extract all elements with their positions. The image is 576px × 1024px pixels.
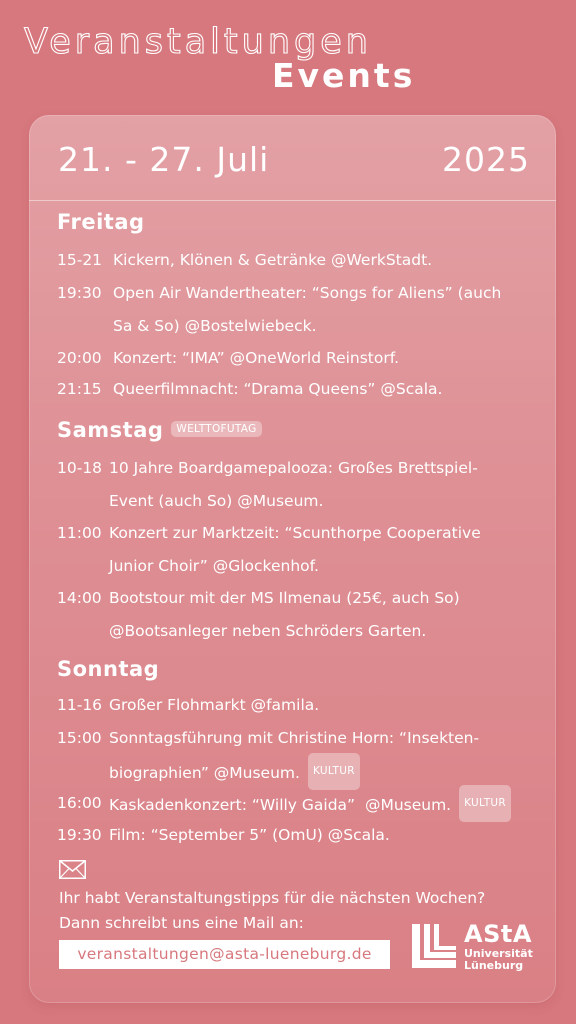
logo-lueneburg: Lüneburg [464,959,524,972]
tips-line-2: Dann schreibt uns eine Mail an: [59,914,304,932]
event-time: 14:00 [57,589,102,607]
title-events: Events [272,56,416,95]
event-text: Film: “September 5” (OmU) @Scala. [109,826,390,844]
logo-asta-text: AStA [464,920,532,948]
event-time: 16:00 [57,794,102,812]
event-text: Großer Flohmarkt @famila. [109,696,320,714]
welttofutag-badge: WELTTOFUTAG [171,421,261,437]
event-text-cont: Event (auch So) @Museum. [109,492,324,510]
event-text-cont: Sa & So) @Bostelwiebeck. [113,317,317,335]
day-name: Sonntag [57,657,160,681]
event-time: 11-16 [57,696,103,714]
logo-university-text [464,948,533,972]
event-text: 10 Jahre Boardgamepalooza: Großes Brettspiel- [109,459,478,477]
event-text-cont: Junior Choir” @Glockenhof. [109,557,319,575]
event-text: Kickern, Klönen & Getränke @WerkStadt. [113,251,433,269]
event-text: Konzert zur Marktzeit: “Scunthorpe Cooperative [109,524,481,542]
event-time: 10-18 [57,459,103,477]
card-header [29,115,556,201]
asta-logo-mark-icon [410,922,458,970]
email-link[interactable]: veranstaltungen@asta-lueneburg.de [59,940,390,969]
kultur-badge: KULTUR [459,785,511,822]
logo-universitaet: Universität [464,947,533,960]
day-name: Samstag [57,418,164,442]
day-heading-sonntag [57,657,159,681]
event-text-cont: @Bootsanleger neben Schröders Garten. [109,622,427,640]
event-time: 19:30 [57,826,102,844]
event-text: Sonntagsführung mit Christine Horn: “Insekten- [109,729,480,747]
year: 2025 [442,140,530,179]
event-text: Open Air Wandertheater: “Songs for Aliens” (auch [113,284,502,302]
day-name: Freitag [57,210,145,234]
events-card [29,115,556,1003]
event-time: 11:00 [57,524,102,542]
event-time: 20:00 [57,349,102,367]
kultur-badge: KULTUR [308,753,360,790]
event-time: 15-21 [57,251,103,269]
day-heading-samstag [57,418,262,442]
tips-line-1: Ihr habt Veranstaltungstipps für die nächsten Wochen? [59,889,486,907]
event-time: 19:30 [57,284,102,302]
asta-logo [410,920,536,974]
event-text: Bootstour mit der MS Ilmenau (25€, auch So) [109,589,460,607]
event-text: Konzert: “IMA” @OneWorld Reinstorf. [113,349,400,367]
event-time: 21:15 [57,380,102,398]
title-veranstaltungen: Veranstaltungen [24,22,372,62]
date-range: 21. - 27. Juli [58,140,270,179]
event-text-label: Kaskadenkonzert: “Willy Gaida” @Museum. [109,796,452,814]
event-time: 15:00 [57,729,102,747]
event-text-cont-label: biographien” @Museum. [109,764,300,782]
mail-icon [59,860,86,879]
day-heading-freitag [57,210,145,234]
event-text: Queerfilmnacht: “Drama Queens” @Scala. [113,380,443,398]
